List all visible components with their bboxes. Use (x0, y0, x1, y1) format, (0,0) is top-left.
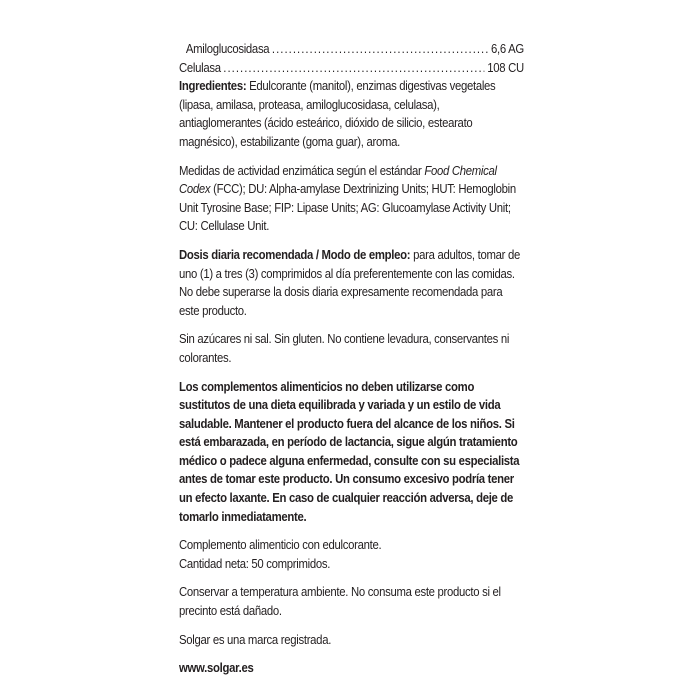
storage-paragraph: Conservar a temperatura ambiente. No consuma este producto si el precinto está dañado. (179, 584, 501, 619)
enzyme-row-amiloglucosidasa (179, 40, 524, 59)
net-quantity-line: Cantidad neta: 50 comprimidos. (179, 555, 331, 571)
dosage-heading: Dosis diaria recomendada / Modo de empleo: (179, 246, 411, 262)
measures-prefix: Medidas de actividad enzimática según el estándar (179, 162, 425, 178)
enzyme-value: 6,6 AG (490, 41, 524, 56)
supplement-label-text (179, 40, 524, 686)
measures-standard: Food Chemical Codex (179, 162, 497, 197)
free-from-paragraph: Sin azúcares ni sal. Sin gluten. No contiene levadura, conservantes ni colorantes. (179, 331, 510, 365)
ingredients-heading: Ingredientes: (179, 78, 247, 94)
warning-paragraph: Los complementos alimenticios no deben utilizarse como sustitutos de una dieta equilibrada y variada y un estilo de vida saludable. Mantener el producto fuera del alcance de los niños. Si está embarazada, en período de lactancia, sigue algún tratamiento médico o padece alguna enfermedad, consulte con su especialista antes de tomar este producto. Un consumo excesivo podría tener un efecto laxante. En caso de cualquier reacción adversa, deje de tomarlo inmediatamente. (179, 378, 520, 524)
measures-suffix: (FCC); DU: Alpha-amylase Dextrinizing Units; HUT: Hemoglobin Unit Tyrosine Base; FIP: Lipase Units; AG: Glucoamylase Activity Unit; CU: Cellulase Unit. (179, 181, 516, 234)
dot-leader (272, 40, 488, 59)
dot-leader (223, 59, 484, 78)
enzyme-name: Celulasa (179, 59, 221, 75)
enzyme-name: Amiloglucosidasa (185, 41, 270, 56)
trademark-line: Solgar es una marca registrada. (179, 631, 332, 647)
ingredients-text: Edulcorante (manitol), enzimas digestivas vegetales (lipasa, amilasa, proteasa, amiloglucosidasa, celulasa), antiaglomerantes (ácido esteárico, dióxido de silicio, estearato magnésico), estabilizante (goma guar), aroma. (179, 78, 496, 149)
dosage-text: para adultos, tomar de uno (1) a tres (3) comprimidos al día preferentemente con las comidas. No debe superarse la dosis diaria expresamente recomendada para este producto. (179, 246, 520, 318)
measures-paragraph (179, 162, 524, 236)
dosage-paragraph (179, 246, 524, 320)
enzyme-value: 108 CU (487, 59, 524, 75)
enzyme-row-celulasa (179, 59, 524, 78)
product-type-line: Complemento alimenticio con edulcorante. (179, 537, 382, 553)
ingredients-paragraph (179, 77, 524, 151)
website-url: www.solgar.es (179, 660, 254, 676)
